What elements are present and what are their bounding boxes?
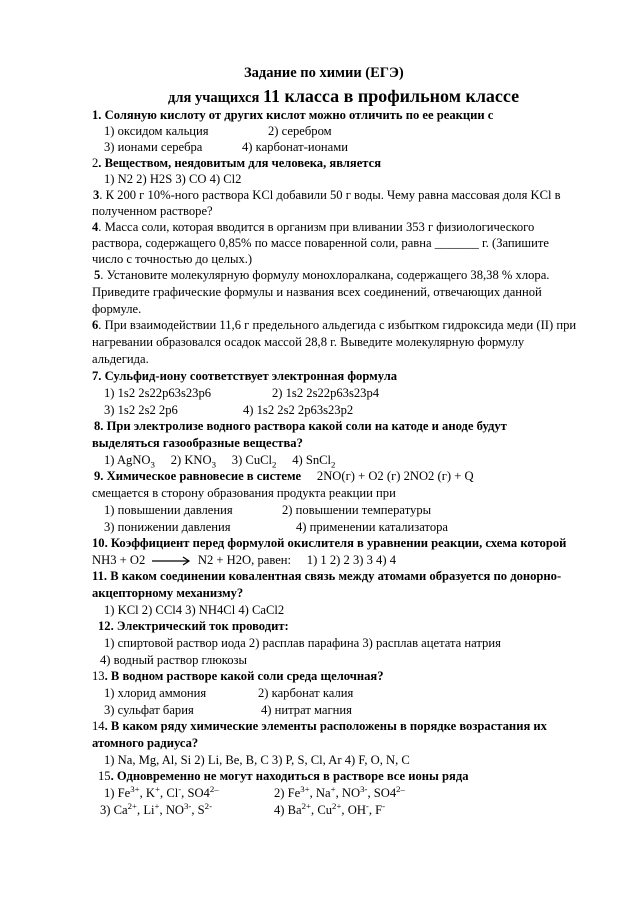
q1-option-3: 3) ионами серебра [104,140,203,154]
q6-line-1: 6. При взаимодействии 11,6 г предельного альдегида с избытком гидроксида меди (II) при [92,318,577,332]
q10-line-2: NH3 + O2 N2 + H2O, равен: 1) 1 2) 2 3) 3 4) 4 [92,553,396,567]
q3-line-2: полученном растворе? [92,204,213,218]
q9-line-1: 9. Химическое равновесие в системе 2NO(г) + O2 (г) 2NO2 (г) + Q [94,469,474,483]
q15-option-4: 4) $Ba^{2+}$, $Cu^{2+}$, OH-, F- [274,800,386,817]
q14-line-1: 14. В каком ряду химические элементы расположены в порядке возрастания их [92,719,547,733]
q15-option-3: 3) $Ca^{2+}$, Li+, $NO^{3-}$, $S^{2-}$ [100,800,213,817]
q13-text: 13. В водном растворе какой соли среда щелочная? [92,669,384,683]
q14-line-2: атомного радиуса? [92,736,199,750]
q13-option-1: 1) хлорид аммония [104,686,207,700]
q4-line-3: число с точностью до целых.) [92,252,253,266]
q11-line-1: 11. В каком соединении ковалентная связь между атомами образуется по донорно- [92,569,562,583]
q12-text: 12. Электрический ток проводит: [98,619,289,633]
q15-text: 15. Одновременно не могут находиться в растворе все ионы ряда [98,769,469,783]
q1-option-2: 2) серебром [268,124,332,138]
q9-option-3: 3) понижении давления [104,520,231,534]
q8-line-2: выделяться газообразные вещества? [92,436,303,450]
q13-option-3: 3) сульфат бария [104,703,194,717]
q12-options-1-3: 1) спиртовой раствор иода 2) расплав парафина 3) расплав ацетата натрия [104,636,501,650]
q11-line-2: акцепторному механизму? [92,586,244,600]
q5-line-2: Приведите графические формулы и названия всех соединений, отвечающих данной [92,285,542,299]
q4-line-1: 4. Масса соли, которая вводится в организм при вливании 353 г физиологического [92,220,535,234]
q7-option-4: 4) 1s2 2s2 2p63s23p2 [243,403,354,417]
reaction-arrow-icon [152,556,192,566]
q2-options: 1) N2 2) H2S 3) CO 4) Cl2 [104,172,242,186]
q9-option-1: 1) повышении давления [104,503,233,517]
q7-text: 7. Сульфид-иону соответствует электронная формула [92,369,398,383]
q1-option-4: 4) карбонат-ионами [242,140,348,154]
q10-line-1: 10. Коэффициент перед формулой окислителя в уравнении реакции, схема которой [92,536,567,550]
q7-option-1: 1) 1s2 2s22p63s23p6 [104,386,212,400]
q13-option-4: 4) нитрат магния [261,703,352,717]
q8-line-1: 8. При электролизе водного раствора какой соли на катоде и аноде будут [94,419,507,433]
q9-option-2: 2) повышении температуры [282,503,432,517]
q9-option-4: 4) применении катализатора [296,520,449,534]
q6-line-3: альдегида. [92,352,149,366]
q5-line-1: 5. Установите молекулярную формулу монохлоралкана, содержащего 38,38 % хлора. [94,268,550,282]
q14-options: 1) Na, Mg, Al, Si 2) Li, Be, B, C 3) P, S, Cl, Ar 4) F, O, N, C [104,753,410,767]
q9-line-2: смещается в сторону образования продукта реакции при [92,486,396,500]
q6-line-2: нагревании образовался осадок массой 28,8 г. Выведите молекулярную формулу [92,335,525,349]
q7-option-3: 3) 1s2 2s2 2p6 [104,403,178,417]
q2-text: 2. Веществом, неядовитым для человека, является [92,156,382,170]
q11-options: 1) KCl 2) CCl4 3) NH4Cl 4) CaCl2 [104,603,285,617]
q13-option-2: 2) карбонат калия [258,686,354,700]
q5-line-3: формуле. [92,302,142,316]
q15-option-2: 2) $Fe^{3+}$, Na+, $NO^{3-}$, $SO4^{2-}$ [274,783,405,800]
q8-options: 1) AgNO$_3$ 2) $KNO_3$ 3) CuCl$_2$ 4) SnCl$_2$ [104,453,336,470]
title-line-1: Задание по химии (ЕГЭ) [244,65,404,81]
q1-text: 1. Соляную кислоту от других кислот можно отличить по ее реакции с [92,108,494,122]
q1-option-1: 1) оксидом кальция [104,124,209,138]
q15-option-1: 1) $Fe^{3+}$, K+, Cl-, $SO4^{2-}$ [104,783,219,800]
title-line-2: для учащихся 11 класса в профильном классе [168,86,520,106]
q12-option-4: 4) водный раствор глюкозы [100,653,247,667]
q7-option-2: 2) 1s2 2s22p63s23p4 [272,386,380,400]
q4-line-2: раствора, содержащего 0,85% по массе поваренной соли, равна _______ г. (Запишите [92,236,549,250]
q3-line-1: 3. К 200 г 10%-ного раствора KCl добавили 50 г воды. Чему равна массовая доля KCl в [93,188,561,202]
